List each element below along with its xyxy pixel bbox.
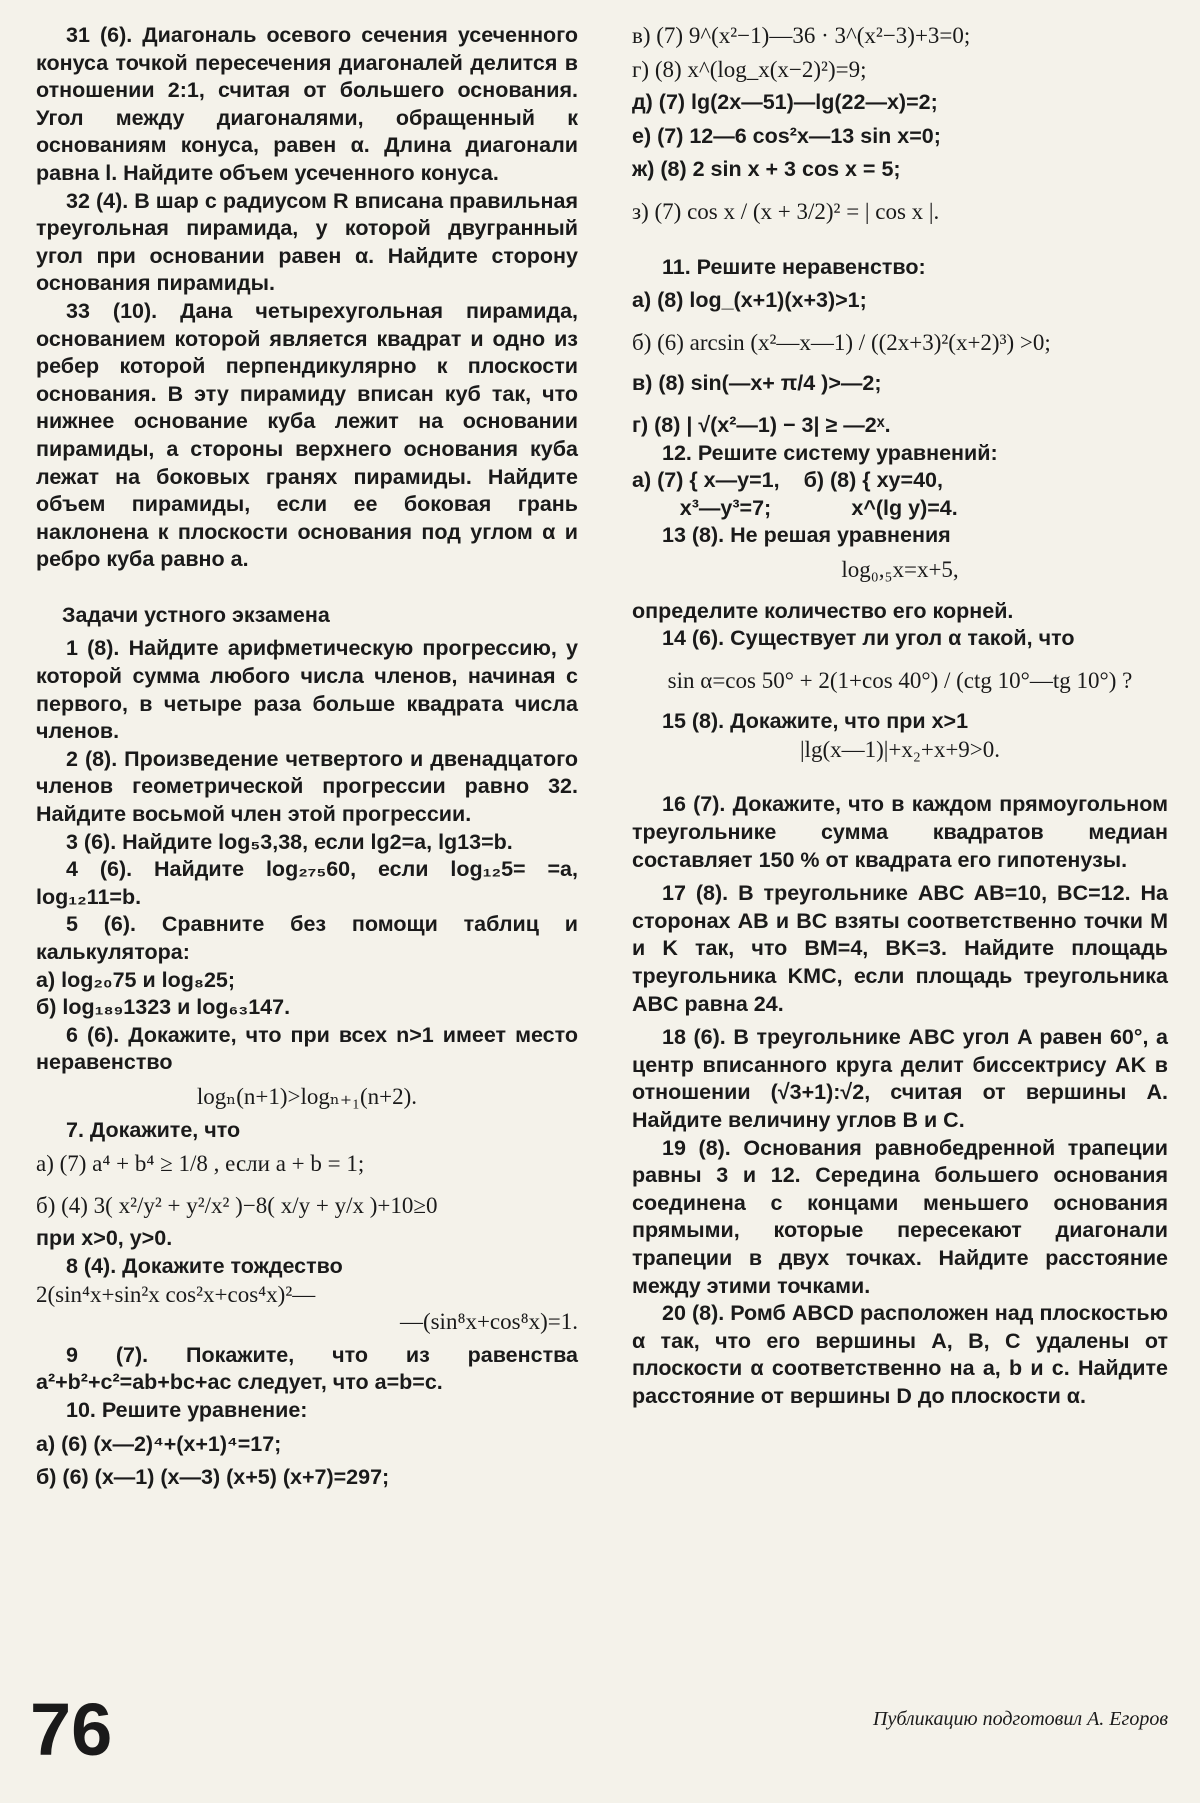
oral-problem-16: 16 (7). Докажите, что в каждом прямоугольном треугольнике сумма квадратов медиан составляет 150 % от квадрата его гипотенузы. <box>632 792 1168 872</box>
oral-problem-7b: б) (4) 3( x²/y² + y²/x² )−8( x/y + y/x )+10≥0 <box>36 1192 438 1218</box>
oral-problem-11v: в) (8) sin(—x+ π/4 )>—2; <box>632 371 882 396</box>
problem-32: 32 (4). В шар с радиусом R вписана правильная треугольная пирамида, у которой двугранный угол при основании равен α. Найдите сторону основания пирамиды. <box>36 188 578 296</box>
oral-problem-15-formula: |lg(x—1)|+x₂+x+9>0. <box>799 736 1001 762</box>
oral-problem-10b: б) (6) (x—1) (x—3) (x+5) (x+7)=297; <box>36 1465 390 1490</box>
left-column <box>36 22 578 1492</box>
oral-problem-3: 3 (6). Найдите log₅3,38, если lg2=a, lg13=b. <box>66 829 513 854</box>
oral-problem-10d: д) (7) lg(2x—51)—lg(22—x)=2; <box>632 90 938 115</box>
oral-problem-7: 7. Докажите, что <box>66 1117 241 1142</box>
publication-credit: Публикацию подготовил А. Егоров <box>873 1708 1168 1730</box>
oral-problem-14: 14 (6). Существует ли угол α такой, что <box>662 626 1075 651</box>
oral-problem-4: 4 (6). Найдите log₂₇₅60, если log₁₂5= =a, log₁₂11=b. <box>36 857 578 909</box>
oral-problem-10a: а) (6) (x—2)⁴+(x+1)⁴=17; <box>36 1431 282 1456</box>
oral-problem-10g: г) (8) x^(log_x(x−2)²)=9; <box>632 56 867 82</box>
oral-problem-10e: е) (7) 12—6 cos²x—13 sin x=0; <box>632 123 941 148</box>
oral-problem-12-systems <box>632 467 1168 522</box>
oral-problem-6-formula: logₙ(n+1)>logₙ₊₁(n+2). <box>196 1083 418 1109</box>
section-heading: Задачи устного экзамена <box>62 602 330 627</box>
oral-problem-5a: а) log₂₀75 и log₈25; <box>36 967 236 992</box>
oral-problem-1: 1 (8). Найдите арифметическую прогрессию, у которой сумма любого числа членов, начиная с первого, в четыре раза больше квадрата числа членов. <box>36 636 578 744</box>
problem-31: 31 (6). Диагональ осевого сечения усеченного конуса точкой пересечения диагоналей делится в отношении 2:1, считая от большего основания. Угол между диагоналями, обращенный к основаниям конуса, равен α. Длина диагонали равна l. Найдите объем усеченного конуса. <box>36 23 578 185</box>
page-number: 76 <box>30 1688 113 1771</box>
oral-problem-12b-eq2: x^(lg y)=4. <box>803 495 958 520</box>
oral-problem-13: 13 (8). Не решая уравнения <box>662 523 951 548</box>
oral-problem-13-tail: определите количество его корней. <box>632 598 1014 623</box>
oral-problem-9: 9 (7). Покажите, что из равенства a²+b²+c²=ab+bc+ac следует, что a=b=c. <box>36 1342 578 1395</box>
oral-problem-5: 5 (6). Сравните без помощи таблиц и калькулятора: <box>36 912 578 964</box>
right-column <box>632 22 1168 1411</box>
oral-problem-10z: з) (7) cos x / (x + 3/2)² = | cos x |. <box>632 198 940 224</box>
oral-problem-2: 2 (8). Произведение четвертого и двенадцатого членов геометрической прогрессии равно 32. Найдите восьмой член этой прогрессии. <box>36 746 578 827</box>
oral-problem-5b: б) log₁₈₉1323 и log₆₃147. <box>36 995 291 1020</box>
oral-problem-11: 11. Решите неравенство: <box>662 254 926 279</box>
oral-problem-11b: б) (6) arcsin (x²—x—1) / ((2x+3)²(x+2)³) >0; <box>632 329 1051 355</box>
oral-problem-10v: в) (7) 9^(x²−1)—36 · 3^(x²−3)+3=0; <box>632 23 971 48</box>
oral-problem-11g: г) (8) | √(x²—1) − 3| ≥ —2ˣ. <box>632 412 891 437</box>
oral-problem-8: 8 (4). Докажите тождество <box>66 1253 343 1278</box>
oral-problem-18: 18 (6). В треугольнике ABC угол A равен 60°, а центр вписанного круга делит биссектрису AK в отношении (√3+1):√2, считая от вершины А. Найдите величину углов B и C. <box>632 1025 1168 1132</box>
oral-problem-15: 15 (8). Докажите, что при x>1 <box>662 709 969 734</box>
oral-problem-10zh: ж) (8) 2 sin x + 3 cos x = 5; <box>632 157 901 182</box>
oral-problem-12a <box>632 467 780 522</box>
oral-problem-20: 20 (8). Ромб ABCD расположен над плоскостью α так, что его вершины A, B, C удалены от плоскости α соответственно на a, b и c. Найдите расстояние от вершины D до плоскости α. <box>632 1301 1168 1408</box>
oral-problem-12a-eq2: x³—y³=7; <box>632 495 772 520</box>
oral-problem-12: 12. Решите систему уравнений: <box>662 440 998 465</box>
oral-problem-7-condition: при x>0, y>0. <box>36 1226 173 1251</box>
oral-problem-19: 19 (8). Основания равнобедренной трапеции равны 3 и 12. Середина большего основания соединена с концами меньшего основания прямыми, которые пересекают диагонали трапеции в двух точках. Найдите расстояние между этими точками. <box>632 1135 1168 1298</box>
oral-problem-14-formula: sin α=cos 50° + 2(1+cos 40°) / (ctg 10°—tg 10°) ? <box>667 667 1133 693</box>
oral-problem-8-line1: 2(sin⁴x+sin²x cos²x+cos⁴x)²— <box>36 1281 316 1307</box>
oral-problem-6: 6 (6). Докажите, что при всех n>1 имеет место неравенство <box>36 1022 578 1075</box>
oral-problem-13-formula: log₀,₅x=x+5, <box>841 556 959 582</box>
oral-problem-8-line2: —(sin⁸x+cos⁸x)=1. <box>399 1309 578 1335</box>
oral-problem-12b <box>804 467 958 522</box>
oral-problem-17: 17 (8). В треугольнике ABC AB=10, BC=12. На сторонах AB и BC взяты соответственно точки M и K так, что BM=4, BK=3. Найдите площадь треугольника KMC, если площадь треугольника ABC равна 24. <box>632 881 1168 1016</box>
problem-33: 33 (10). Дана четырехугольная пирамида, основанием которой является квадрат и одно из ребер которой перпендикулярно к плоскости основания. В эту пирамиду вписан куб так, что нижнее основание куба лежит на основании пирамиды, а стороны верхнего основания куба лежат на боковых гранях пирамиды. Найдите объем пирамиды, если ее боковая грань наклонена к плоскости основания под углом α и ребро куба равно a. <box>36 298 578 572</box>
oral-problem-7a: а) (7) a⁴ + b⁴ ≥ 1/8 , если a + b = 1; <box>36 1151 365 1177</box>
oral-problem-12a-eq1: а) (7) { x—y=1, <box>632 468 780 493</box>
oral-problem-11a: а) (8) log_(x+1)(x+3)>1; <box>632 288 867 313</box>
oral-problem-12b-eq1: б) (8) { xy=40, <box>803 468 943 493</box>
oral-problem-10: 10. Решите уравнение: <box>66 1397 308 1422</box>
